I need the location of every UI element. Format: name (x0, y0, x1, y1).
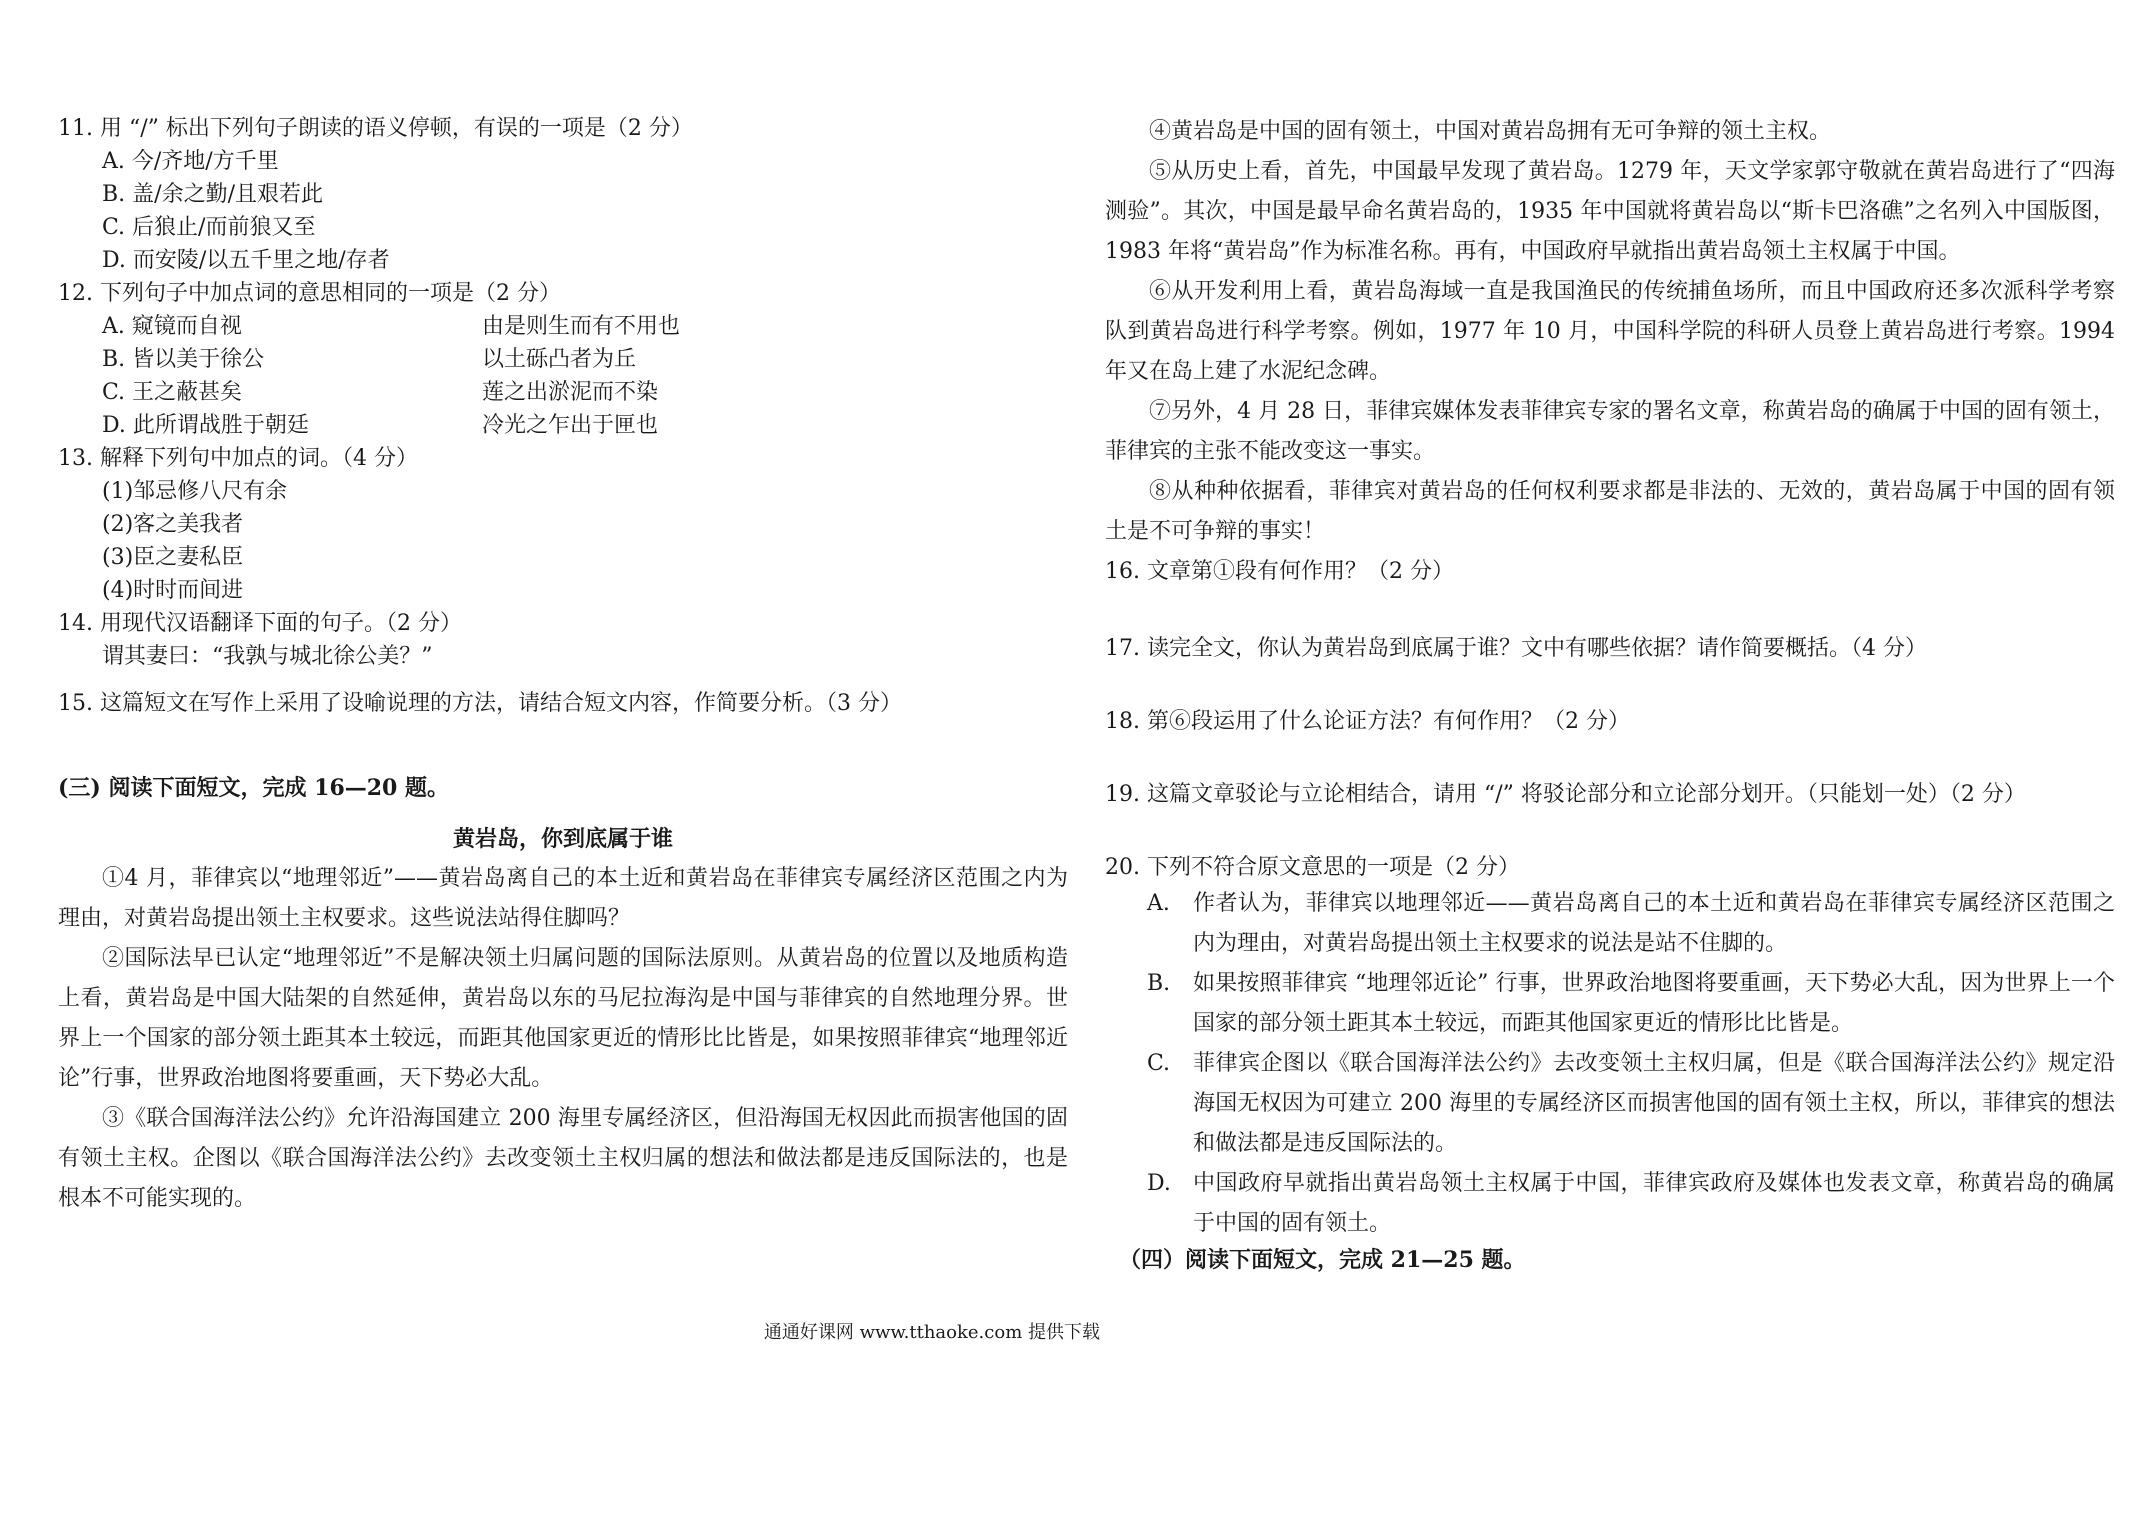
q13-item-3: (3)臣之妻私臣 (102, 545, 244, 570)
q12-a-left: A. 窥镜而自视 (102, 314, 242, 339)
q20-option-a (1105, 884, 2115, 964)
q20-d-key: D. (1147, 1171, 1171, 1196)
section-3-heading: (三) 阅读下面短文，完成 16—20 题。 (58, 775, 450, 801)
q14-sentence: 谓其妻曰：“我孰与城北徐公美？” (102, 644, 433, 669)
paragraph-1: ①4 月，菲律宾以“地理邻近”——黄岩岛离自己的本土近和黄岩岛在菲律宾专属经济区范围之内为理由，对黄岩岛提出领土主权要求。这些说法站得住脚吗？ (58, 866, 1068, 931)
q11-option-a: A. 今/齐地/方千里 (102, 149, 279, 174)
q20-a-text: 作者认为，菲律宾以地理邻近——黄岩岛离自己的本土近和黄岩岛在菲律宾专属经济区范围之内为理由，对黄岩岛提出领土主权要求的说法是站不住脚的。 (1193, 891, 2115, 956)
paragraph-6: ⑥从开发利用上看，黄岩岛海域一直是我国渔民的传统捕鱼场所，而且中国政府还多次派科学考察队到黄岩岛进行科学考察。例如，1977 年 10 月，中国科学院的科研人员登上黄岩岛进行考察。1994 年又在岛上建了水泥纪念碑。 (1105, 279, 2115, 384)
q20-b-key: B. (1147, 971, 1171, 996)
q12-c-left: C. 王之蔽甚矣 (102, 380, 243, 405)
q20-option-c (1105, 1044, 2115, 1164)
question-16: 16. 文章第①段有何作用？（2 分） (1105, 559, 1454, 584)
paragraph-4: ④黄岩岛是中国的固有领土，中国对黄岩岛拥有无可争辩的领土主权。 (1149, 119, 1832, 144)
q11-option-b: B. 盖/余之勤/且艰若此 (102, 182, 323, 207)
q13-item-4: (4)时时而间进 (102, 578, 244, 603)
q12-d-right: 冷光之乍出于匣也 (482, 413, 659, 438)
q12-b-left: B. 皆以美于徐公 (102, 347, 265, 372)
q11-option-c: C. 后狼止/而前狼又至 (102, 215, 316, 240)
q20-option-b (1105, 964, 2115, 1044)
q20-a-key: A. (1147, 891, 1170, 916)
left-column (58, 112, 1068, 1219)
q20-b-text: 如果按照菲律宾 “地理邻近论” 行事，世界政治地图将要重画，天下势必大乱，因为世界上一个国家的部分领土距其本土较远，而距其他国家更近的情形比比皆是。 (1193, 971, 2115, 1036)
q20-c-key: C. (1147, 1051, 1171, 1076)
question-12: 12. 下列句子中加点词的意思相同的一项是（2 分） (58, 281, 561, 306)
q20-d-text: 中国政府早就指出黄岩岛领土主权属于中国，菲律宾政府及媒体也发表文章，称黄岩岛的确属于中国的固有领土。 (1193, 1171, 2115, 1236)
question-14: 14. 用现代汉语翻译下面的句子。（2 分） (58, 611, 462, 636)
q12-c-right: 莲之出淤泥而不染 (482, 380, 659, 405)
q12-option-b (58, 343, 1068, 376)
question-18: 18. 第⑥段运用了什么论证方法？有何作用？（2 分） (1105, 709, 1630, 734)
q12-d-left: D. 此所谓战胜于朝廷 (102, 413, 309, 438)
q13-item-1: (1)邹忌修八尺有余 (102, 479, 288, 504)
q20-option-d (1105, 1164, 2115, 1244)
paragraph-7: ⑦另外，4 月 28 日，菲律宾媒体发表菲律宾专家的署名文章，称黄岩岛的确属于中国的固有领土，菲律宾的主张不能改变这一事实。 (1105, 399, 2115, 464)
paragraph-5: ⑤从历史上看，首先，中国最早发现了黄岩岛。1279 年，天文学家郭守敬就在黄岩岛进行了“四海测验”。其次，中国是最早命名黄岩岛的，1935 年中国就将黄岩岛以“斯卡巴洛礁”之名列入中国版图，1983 年将“黄岩岛”作为标准名称。再有，中国政府早就指出黄岩岛领土主权属于中国。 (1105, 159, 2115, 264)
question-20: 20. 下列不符合原文意思的一项是（2 分） (1105, 855, 1520, 880)
q12-a-right: 由是则生而有不用也 (482, 314, 681, 339)
section-4-heading: （四）阅读下面短文，完成 21—25 题。 (1119, 1247, 1526, 1273)
right-column (1105, 112, 2115, 1277)
q12-option-c (58, 376, 1068, 409)
question-11: 11. 用 “/” 标出下列句子朗读的语义停顿，有误的一项是（2 分） (58, 116, 693, 141)
q12-option-d (58, 409, 1068, 442)
paragraph-8: ⑧从种种依据看，菲律宾对黄岩岛的任何权利要求都是非法的、无效的，黄岩岛属于中国的固有领土是不可争辩的事实！ (1105, 479, 2115, 544)
article-title: 黄岩岛，你到底属于谁 (452, 826, 673, 852)
question-15: 15. 这篇短文在写作上采用了设喻说理的方法，请结合短文内容，作简要分析。（3 分） (58, 691, 902, 716)
q13-item-2: (2)客之美我者 (102, 512, 244, 537)
q20-c-text: 菲律宾企图以《联合国海洋法公约》去改变领土主权归属，但是《联合国海洋法公约》规定沿海国无权因为可建立 200 海里的专属经济区而损害他国的固有领土主权，所以，菲律宾的想法和做法都是违反国际法的。 (1193, 1051, 2115, 1156)
paragraph-2: ②国际法早已认定“地理邻近”不是解决领土归属问题的国际法原则。从黄岩岛的位置以及地质构造上看，黄岩岛是中国大陆架的自然延伸，黄岩岛以东的马尼拉海沟是中国与菲律宾的自然地理分界。世界上一个国家的部分领土距其本土较远，而距其他国家更近的情形比比皆是，如果按照菲律宾“地理邻近论”行事，世界政治地图将要重画，天下势必大乱。 (58, 946, 1068, 1091)
q11-option-d: D. 而安陵/以五千里之地/存者 (102, 248, 390, 273)
question-13: 13. 解释下列句中加点的词。（4 分） (58, 446, 418, 471)
footer-source: 通通好课网 www.tthaoke.com 提供下载 (763, 1322, 1100, 1343)
question-17: 17. 读完全文，你认为黄岩岛到底属于谁？文中有哪些依据？请作简要概括。（4 分） (1105, 636, 1927, 661)
question-19: 19. 这篇文章驳论与立论相结合，请用 “/” 将驳论部分和立论部分划开。（只能划一处）（2 分） (1105, 782, 2026, 807)
q12-b-right: 以土砾凸者为丘 (482, 347, 637, 372)
q12-option-a (58, 310, 1068, 343)
paragraph-3: ③《联合国海洋法公约》允许沿海国建立 200 海里专属经济区，但沿海国无权因此而损害他国的固有领土主权。企图以《联合国海洋法公约》去改变领土主权归属的想法和做法都是违反国际法的，也是根本不可能实现的。 (58, 1106, 1068, 1211)
